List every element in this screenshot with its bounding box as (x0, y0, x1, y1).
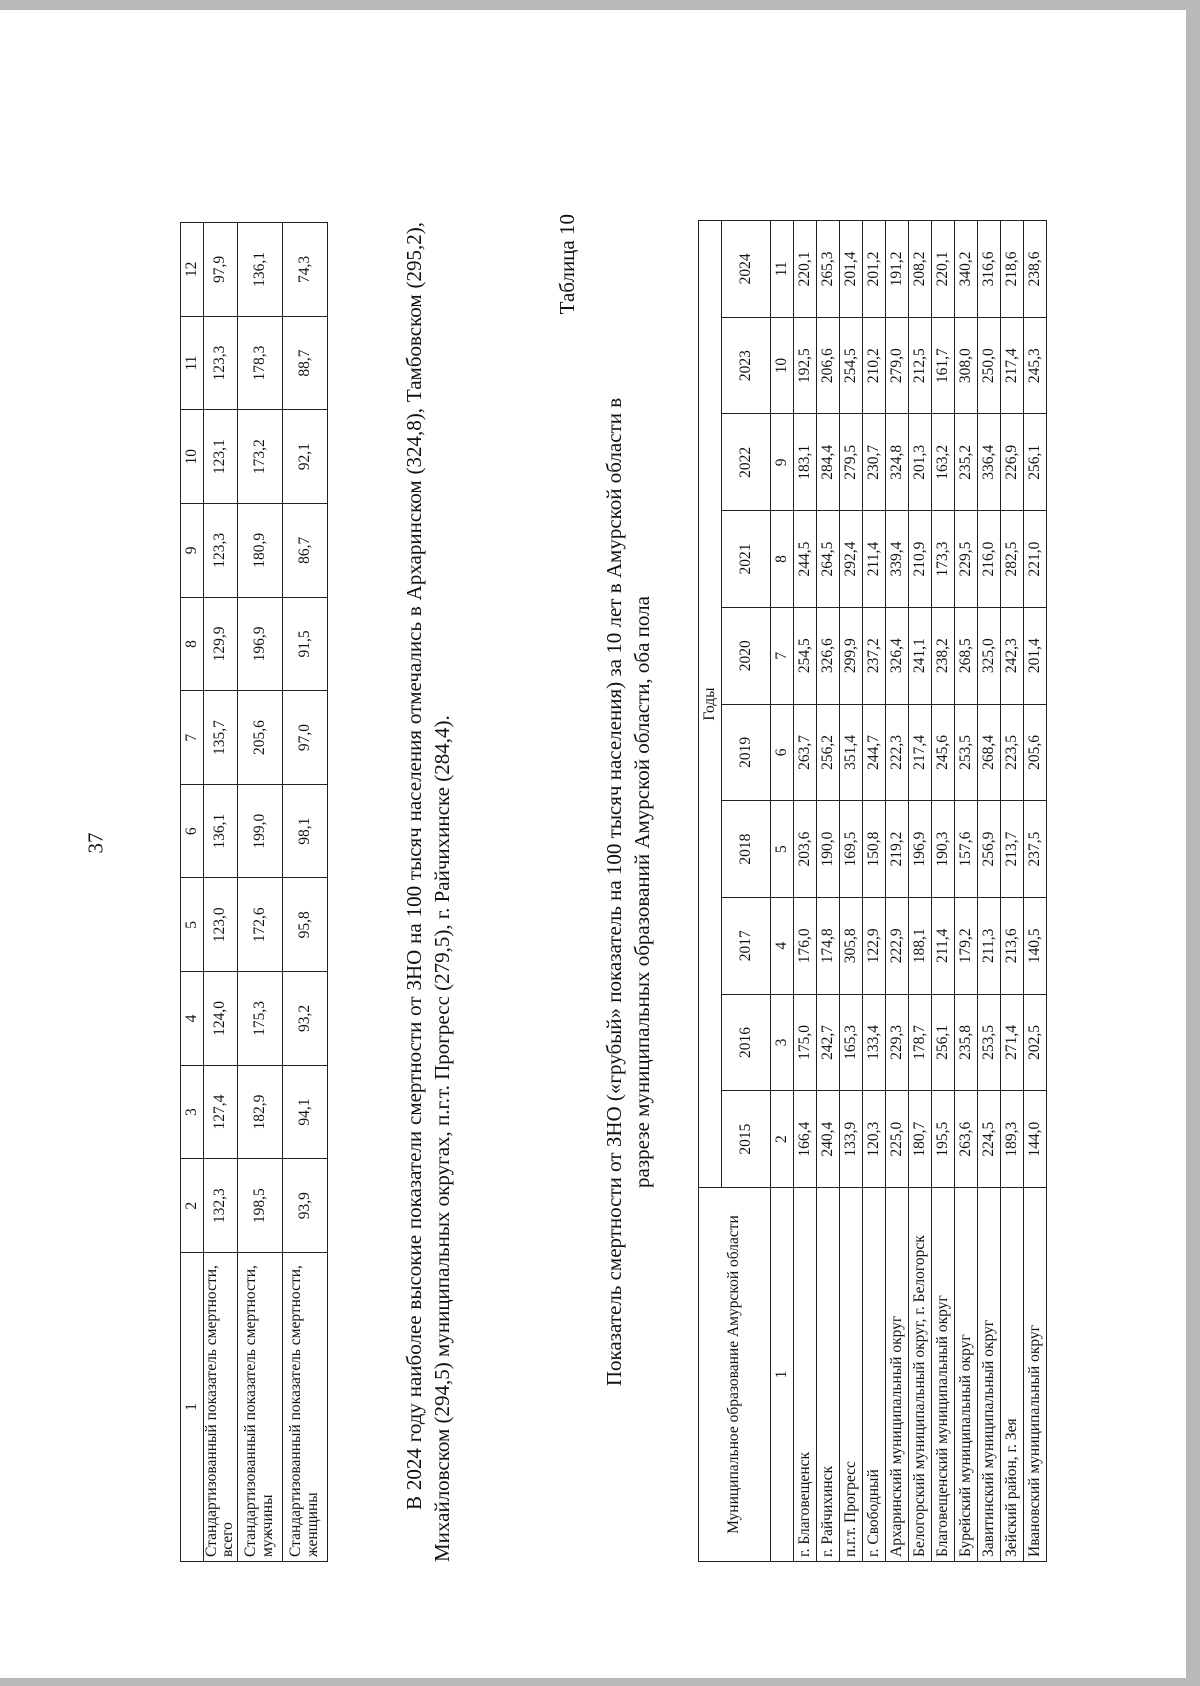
table-row (909, 221, 932, 1562)
table-row (886, 221, 909, 1562)
table-row (840, 221, 863, 1562)
table-cell: 268,5 (955, 607, 978, 704)
table-cell: 305,8 (840, 897, 863, 994)
table-cell: 205,6 (237, 691, 282, 785)
municipality-name: г. Свободный (863, 1188, 886, 1562)
table-cell: 253,5 (978, 994, 1001, 1091)
table-cell: 74,3 (282, 223, 327, 317)
table-cell: 133,4 (863, 994, 886, 1091)
table-cell: 244,7 (863, 704, 886, 801)
column-number: 1 (181, 1253, 204, 1562)
table-cell: 308,0 (955, 317, 978, 414)
table-cell: 91,5 (282, 597, 327, 691)
table-cell: 129,9 (204, 597, 238, 691)
column-number: 9 (771, 414, 794, 511)
table-row (932, 221, 955, 1562)
table-cell: 265,3 (817, 221, 840, 318)
year-header: 2023 (722, 317, 771, 414)
table-header-row (181, 223, 204, 1562)
table-cell: 123,1 (204, 410, 238, 504)
table-cell: 211,4 (863, 511, 886, 608)
table-cell: 93,2 (282, 972, 327, 1066)
table-cell: 144,0 (1024, 1091, 1047, 1188)
paragraph-text: В 2024 году наиболее высокие показатели смертности от ЗНО на 100 тысяч населения отмечались в Архаринском (324,8), Тамбовском (295,2), Михайловском (294,5) муниципальных округах, п.г.т. Прогресс (279,5), г. Райчихинске (284,4). (402, 222, 454, 1562)
table-cell: 166,4 (794, 1091, 817, 1188)
column-number: 6 (181, 784, 204, 878)
table-cell: 250,0 (978, 317, 1001, 414)
municipality-name: Ивановский муниципальный округ (1024, 1188, 1047, 1562)
table-cell: 123,0 (204, 878, 238, 972)
table-cell: 316,6 (978, 221, 1001, 318)
year-header: 2020 (722, 607, 771, 704)
table-cell: 95,8 (282, 878, 327, 972)
table-cell: 336,4 (978, 414, 1001, 511)
table-cell: 264,5 (817, 511, 840, 608)
table-cell: 268,4 (978, 704, 1001, 801)
table-cell: 201,3 (909, 414, 932, 511)
table-cell: 202,5 (1024, 994, 1047, 1091)
table-cell: 201,4 (1024, 607, 1047, 704)
table-cell: 120,3 (863, 1091, 886, 1188)
year-header: 2016 (722, 994, 771, 1091)
table-cell: 122,9 (863, 897, 886, 994)
table-cell: 123,3 (204, 316, 238, 410)
table-cell: 172,6 (237, 878, 282, 972)
row-label: Стандартизованный показатель смертности, женщины (282, 1253, 327, 1562)
municipality-name: Завитинский муниципальный округ (978, 1188, 1001, 1562)
table-cell: 299,9 (840, 607, 863, 704)
table-cell: 222,9 (886, 897, 909, 994)
table-cell: 220,1 (932, 221, 955, 318)
municipality-name: Белогорский муниципальный округ, г. Белогорск (909, 1188, 932, 1562)
table-cell: 213,7 (1001, 801, 1024, 898)
table-cell: 279,0 (886, 317, 909, 414)
table-cell: 221,0 (1024, 511, 1047, 608)
table-cell: 279,5 (840, 414, 863, 511)
table-cell: 223,5 (1001, 704, 1024, 801)
table-cell: 238,2 (932, 607, 955, 704)
table-cell: 133,9 (840, 1091, 863, 1188)
table-cell: 201,2 (863, 221, 886, 318)
table-cell: 263,7 (794, 704, 817, 801)
column-number: 12 (181, 223, 204, 317)
document-page: 37 1 2 3 4 5 6 7 8 9 10 11 12 Стандартизованный показатель смертности, всего 132,3 127,4 124,0 123,0 136,1 135,7 129,9 123,3 123,1 123,3 97,9 Стандартизованный показатель смертности, мужчины 198,5 182,9 175,3 172,6 199,0 205,6 196,9 180,9 173,2 178,3 136,1 Стандартизованный показатель смертности, женщины 93,9 94,1 93,2 95,8 98,1 97,0 91,5 86,7 92,1 88,7 74,3 В 2024 году наиболее высокие показатели смертности от ЗНО на 100 тысяч населения отмечались в Архаринском (324,8), Тамбовском (295,2), Михайловском (294,5) муниципальных округах, п.г.т. Прогресс (279,5), г. Райчихинске (284,4). Таблица 10 Показатель смертности от ЗНО («грубый» показатель на 100 тысяч населения) за 10 лет в Амурской области в разрезе муниципальных образований Амурской области, оба пола Муниципальное образование Амурской области Годы 2015 2016 2017 2018 2019 2020 2021 2022 2023 2024 1 2 3 4 5 6 7 8 9 10 11 г. Благовещенск 166,4 175,0 176,0 203,6 263,7 254,5 244,5 183,1 192,5 220,1 г. Райчихинск 240,4 242,7 174,8 190,0 256,2 326,6 264,5 284,4 206,6 265,3 п.г.т. Прогресс 133,9 165,3 305,8 169,5 351,4 299,9 292,4 279,5 254,5 201,4 г. Свободный 120,3 133,4 122,9 150,8 244,7 237,2 211,4 230,7 210,2 201,2 Архаринский муниципальный округ 225,0 229,3 222,9 219,2 222,3 326,4 339,4 324,8 279,0 191,2 Белогорский муниципальный округ, г. Белогорск 180,7 178,7 188,1 196,9 217,4 241,1 210,9 201,3 212,5 208,2 Благовещенский муниципальный округ 195,5 256,1 211,4 190,3 245,6 238,2 173,3 163,2 161,7 220,1 Бурейский муниципальный округ 263,6 235,8 179,2 157,6 253,5 268,5 229,5 235,2 308,0 340,2 Завитинский муниципальный округ 224,5 253,5 211,3 256,9 268,4 325,0 216,0 336,4 250,0 316,6 Зейский район, г. Зея 189,3 271,4 213,6 213,7 223,5 242,3 282,5 226,9 217,4 218,6 Ивановский муниципальный округ 144,0 202,5 140,5 237,5 205,6 201,4 221,0 256,1 245,3 238,6 (0, 10, 1186, 1678)
table-cell: 94,1 (282, 1065, 327, 1159)
table-cell: 174,8 (817, 897, 840, 994)
table-cell: 88,7 (282, 316, 327, 410)
table-cell: 135,7 (204, 691, 238, 785)
municipality-name: Благовещенский муниципальный округ (932, 1188, 955, 1562)
table-cell: 240,4 (817, 1091, 840, 1188)
table-row (817, 221, 840, 1562)
municipality-name: п.г.т. Прогресс (840, 1188, 863, 1562)
column-number: 3 (181, 1065, 204, 1159)
table-cell: 220,1 (794, 221, 817, 318)
table-cell: 216,0 (978, 511, 1001, 608)
table-cell: 235,2 (955, 414, 978, 511)
table-cell: 178,7 (909, 994, 932, 1091)
column-header-municipality: Муниципальное образование Амурской области (699, 1188, 771, 1562)
table-caption (600, 222, 656, 1562)
table-cell: 282,5 (1001, 511, 1024, 608)
table-cell: 203,6 (794, 801, 817, 898)
table-row (1001, 221, 1024, 1562)
table-cell: 235,8 (955, 994, 978, 1091)
column-number: 10 (771, 317, 794, 414)
table-cell: 241,1 (909, 607, 932, 704)
table-cell: 326,4 (886, 607, 909, 704)
year-header: 2022 (722, 414, 771, 511)
table-row (955, 221, 978, 1562)
table-cell: 229,3 (886, 994, 909, 1091)
column-number: 2 (181, 1159, 204, 1253)
column-number: 6 (771, 704, 794, 801)
table-cell: 173,3 (932, 511, 955, 608)
table-cell: 208,2 (909, 221, 932, 318)
table-cell: 176,0 (794, 897, 817, 994)
column-number-row (771, 221, 794, 1562)
table-cell: 190,3 (932, 801, 955, 898)
table-cell: 140,5 (1024, 897, 1047, 994)
table-cell: 222,3 (886, 704, 909, 801)
table-cell: 256,2 (817, 704, 840, 801)
table-cell: 237,2 (863, 607, 886, 704)
mortality-by-municipality-table (698, 220, 1047, 1562)
table-cell: 351,4 (840, 704, 863, 801)
table-row (204, 223, 238, 1562)
table-row (237, 223, 282, 1562)
table-cell: 244,5 (794, 511, 817, 608)
table-cell: 245,3 (1024, 317, 1047, 414)
column-number: 2 (771, 1091, 794, 1188)
table-cell: 196,9 (909, 801, 932, 898)
table-cell: 150,8 (863, 801, 886, 898)
column-number: 5 (181, 878, 204, 972)
municipality-name: Архаринский муниципальный округ (886, 1188, 909, 1562)
table-cell: 161,7 (932, 317, 955, 414)
table-cell: 93,9 (282, 1159, 327, 1253)
municipality-name: г. Благовещенск (794, 1188, 817, 1562)
year-header: 2024 (722, 221, 771, 318)
table-row (1024, 221, 1047, 1562)
year-header: 2015 (722, 1091, 771, 1188)
table-label: Таблица 10 (555, 214, 579, 315)
table-cell: 201,4 (840, 221, 863, 318)
table-cell: 97,0 (282, 691, 327, 785)
body-paragraph (400, 222, 456, 1562)
year-header: 2018 (722, 801, 771, 898)
table-cell: 218,6 (1001, 221, 1024, 318)
row-label: Стандартизованный показатель смертности, всего (204, 1253, 238, 1562)
table-cell: 292,4 (840, 511, 863, 608)
table-row (282, 223, 327, 1562)
table-cell: 325,0 (978, 607, 1001, 704)
table-cell: 210,2 (863, 317, 886, 414)
table-cell: 180,9 (237, 504, 282, 598)
table-cell: 211,4 (932, 897, 955, 994)
table-cell: 97,9 (204, 223, 238, 317)
table-cell: 124,0 (204, 972, 238, 1066)
table-cell: 229,5 (955, 511, 978, 608)
table-cell: 183,1 (794, 414, 817, 511)
table-cell: 175,0 (794, 994, 817, 1091)
table-cell: 324,8 (886, 414, 909, 511)
column-header-years: Годы (699, 221, 722, 1188)
table-cell: 98,1 (282, 784, 327, 878)
municipality-name: г. Райчихинск (817, 1188, 840, 1562)
table-cell: 192,5 (794, 317, 817, 414)
table-cell: 210,9 (909, 511, 932, 608)
column-number: 11 (181, 316, 204, 410)
table-cell: 198,5 (237, 1159, 282, 1253)
table-cell: 217,4 (909, 704, 932, 801)
table-row (863, 221, 886, 1562)
table-cell: 136,1 (237, 223, 282, 317)
table-cell: 254,5 (840, 317, 863, 414)
table-cell: 242,7 (817, 994, 840, 1091)
table-cell: 178,3 (237, 316, 282, 410)
table-cell: 219,2 (886, 801, 909, 898)
table-cell: 242,3 (1001, 607, 1024, 704)
table-cell: 211,3 (978, 897, 1001, 994)
table-cell: 225,0 (886, 1091, 909, 1188)
column-number: 5 (771, 801, 794, 898)
table-cell: 188,1 (909, 897, 932, 994)
table-cell: 238,6 (1024, 221, 1047, 318)
table-cell: 263,6 (955, 1091, 978, 1188)
column-number: 11 (771, 221, 794, 318)
table-cell: 256,1 (1024, 414, 1047, 511)
table-caption-line: Показатель смертности от ЗНО («грубый» показатель на 100 тысяч населения) за 10 лет в Амурской области в (602, 397, 626, 1387)
table-cell: 237,5 (1024, 801, 1047, 898)
table-header-row (699, 221, 722, 1562)
table-cell: 123,3 (204, 504, 238, 598)
table-cell: 136,1 (204, 784, 238, 878)
table-cell: 179,2 (955, 897, 978, 994)
table-cell: 127,4 (204, 1065, 238, 1159)
table-cell: 175,3 (237, 972, 282, 1066)
table-row (978, 221, 1001, 1562)
table-cell: 253,5 (955, 704, 978, 801)
column-number: 10 (181, 410, 204, 504)
column-number: 7 (181, 691, 204, 785)
table-cell: 254,5 (794, 607, 817, 704)
column-number: 1 (771, 1188, 794, 1562)
table-cell: 157,6 (955, 801, 978, 898)
table-cell: 224,5 (978, 1091, 1001, 1188)
year-header: 2021 (722, 511, 771, 608)
table-cell: 217,4 (1001, 317, 1024, 414)
table-cell: 206,6 (817, 317, 840, 414)
row-label: Стандартизованный показатель смертности, мужчины (237, 1253, 282, 1562)
column-number: 9 (181, 504, 204, 598)
table-cell: 339,4 (886, 511, 909, 608)
table-cell: 271,4 (1001, 994, 1024, 1091)
column-number: 3 (771, 994, 794, 1091)
table-cell: 213,6 (1001, 897, 1024, 994)
municipality-name: Бурейский муниципальный округ (955, 1188, 978, 1562)
table-caption-line: разрезе муниципальных образований Амурской области, оба пола (630, 596, 654, 1188)
table-cell: 245,6 (932, 704, 955, 801)
table-cell: 199,0 (237, 784, 282, 878)
table-cell: 191,2 (886, 221, 909, 318)
column-number: 7 (771, 607, 794, 704)
table-cell: 195,5 (932, 1091, 955, 1188)
table-cell: 169,5 (840, 801, 863, 898)
column-number: 4 (181, 972, 204, 1066)
column-number: 4 (771, 897, 794, 994)
year-header: 2017 (722, 897, 771, 994)
table-cell: 205,6 (1024, 704, 1047, 801)
table-cell: 326,6 (817, 607, 840, 704)
table-cell: 189,3 (1001, 1091, 1024, 1188)
standardized-mortality-table (180, 222, 328, 1562)
column-number: 8 (181, 597, 204, 691)
table-cell: 340,2 (955, 221, 978, 318)
table-cell: 190,0 (817, 801, 840, 898)
table-cell: 182,9 (237, 1065, 282, 1159)
rotated-content (180, 142, 1100, 1582)
table-cell: 196,9 (237, 597, 282, 691)
table-cell: 230,7 (863, 414, 886, 511)
table-cell: 212,5 (909, 317, 932, 414)
table-row (794, 221, 817, 1562)
table-cell: 226,9 (1001, 414, 1024, 511)
table-cell: 92,1 (282, 410, 327, 504)
column-number: 8 (771, 511, 794, 608)
table-cell: 86,7 (282, 504, 327, 598)
table-cell: 180,7 (909, 1091, 932, 1188)
table-cell: 284,4 (817, 414, 840, 511)
table-cell: 256,1 (932, 994, 955, 1091)
table-cell: 165,3 (840, 994, 863, 1091)
table-cell: 132,3 (204, 1159, 238, 1253)
table-cell: 163,2 (932, 414, 955, 511)
table-cell: 173,2 (237, 410, 282, 504)
year-header: 2019 (722, 704, 771, 801)
table-cell: 256,9 (978, 801, 1001, 898)
municipality-name: Зейский район, г. Зея (1001, 1188, 1024, 1562)
